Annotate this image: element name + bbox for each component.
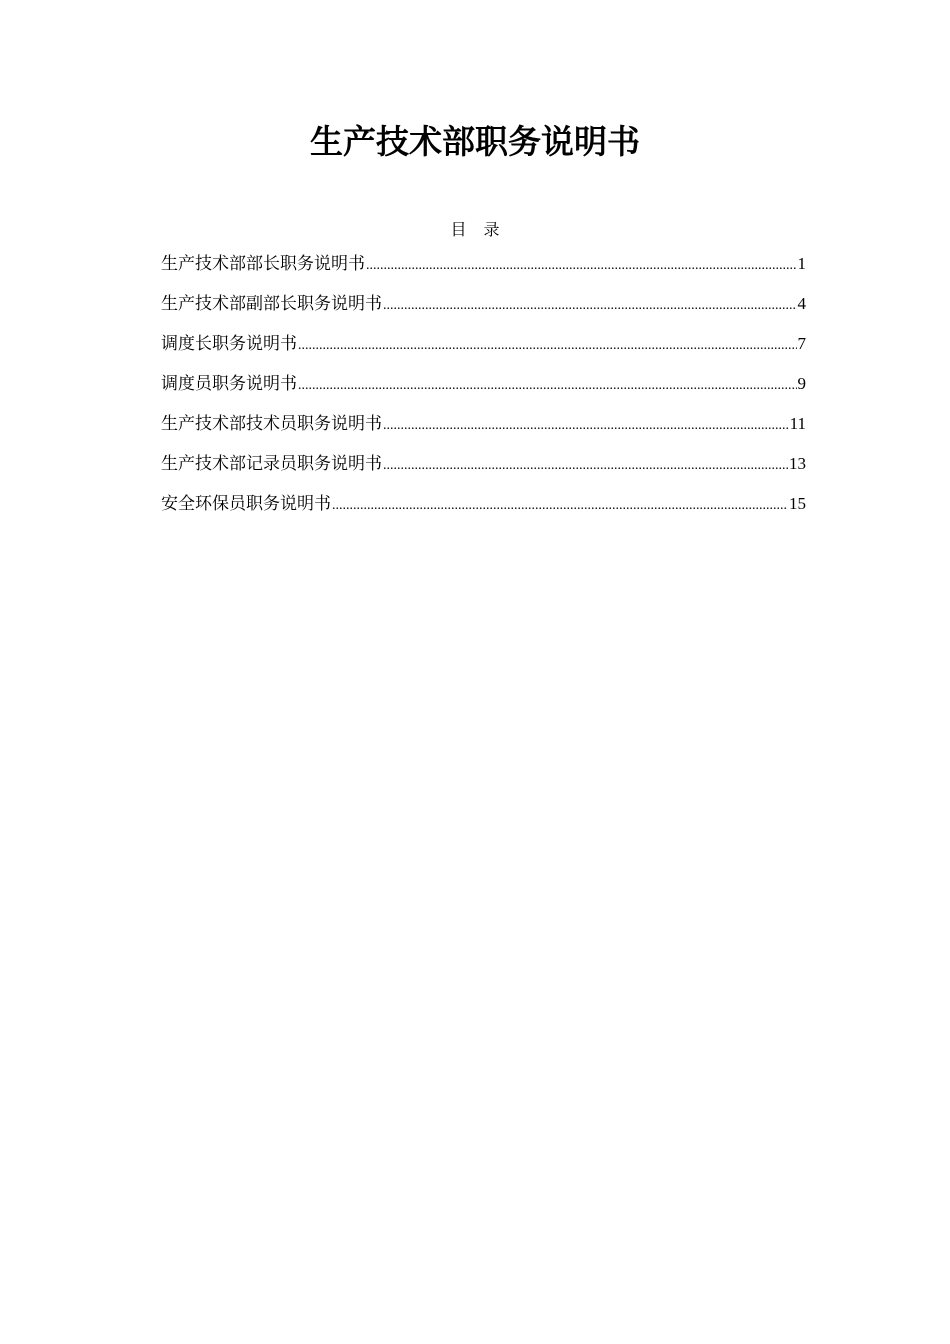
toc-entry[interactable] bbox=[161, 251, 806, 291]
toc-dot-leader bbox=[298, 373, 797, 399]
toc-heading: 目 录 bbox=[450, 220, 506, 239]
toc-entry-title[interactable]: 安全环保员职务说明书 bbox=[161, 494, 331, 514]
toc-entry[interactable] bbox=[161, 371, 806, 411]
toc-entry[interactable] bbox=[161, 331, 806, 371]
toc-dot-leader bbox=[383, 293, 797, 319]
toc-page-number: 13 bbox=[789, 454, 806, 473]
toc-page-number: 11 bbox=[789, 414, 806, 433]
toc-dot-leader bbox=[298, 333, 797, 359]
toc-page-number: 1 bbox=[797, 254, 806, 273]
toc-page-number: 15 bbox=[789, 494, 806, 513]
toc-entry-title[interactable]: 生产技术部副部长职务说明书 bbox=[161, 294, 382, 314]
toc-dot-leader bbox=[332, 493, 788, 519]
table-of-contents bbox=[161, 251, 806, 531]
toc-page-number: 7 bbox=[797, 334, 806, 353]
toc-dot-leader bbox=[366, 253, 797, 279]
toc-entry[interactable] bbox=[161, 451, 806, 491]
toc-dot-leader bbox=[383, 413, 789, 439]
toc-entry-title[interactable]: 调度员职务说明书 bbox=[161, 374, 297, 394]
toc-entry[interactable] bbox=[161, 411, 806, 451]
toc-page-number: 9 bbox=[797, 374, 806, 393]
document-title: 生产技术部职务说明书 bbox=[310, 122, 640, 161]
toc-dot-leader bbox=[383, 453, 788, 479]
toc-entry-title[interactable]: 生产技术部技术员职务说明书 bbox=[161, 414, 382, 434]
toc-entry[interactable] bbox=[161, 291, 806, 331]
toc-entry-title[interactable]: 生产技术部记录员职务说明书 bbox=[161, 454, 382, 474]
toc-entry-title[interactable]: 调度长职务说明书 bbox=[161, 334, 297, 354]
toc-entry-title[interactable]: 生产技术部部长职务说明书 bbox=[161, 254, 365, 274]
toc-page-number: 4 bbox=[797, 294, 806, 313]
toc-entry[interactable] bbox=[161, 491, 806, 531]
